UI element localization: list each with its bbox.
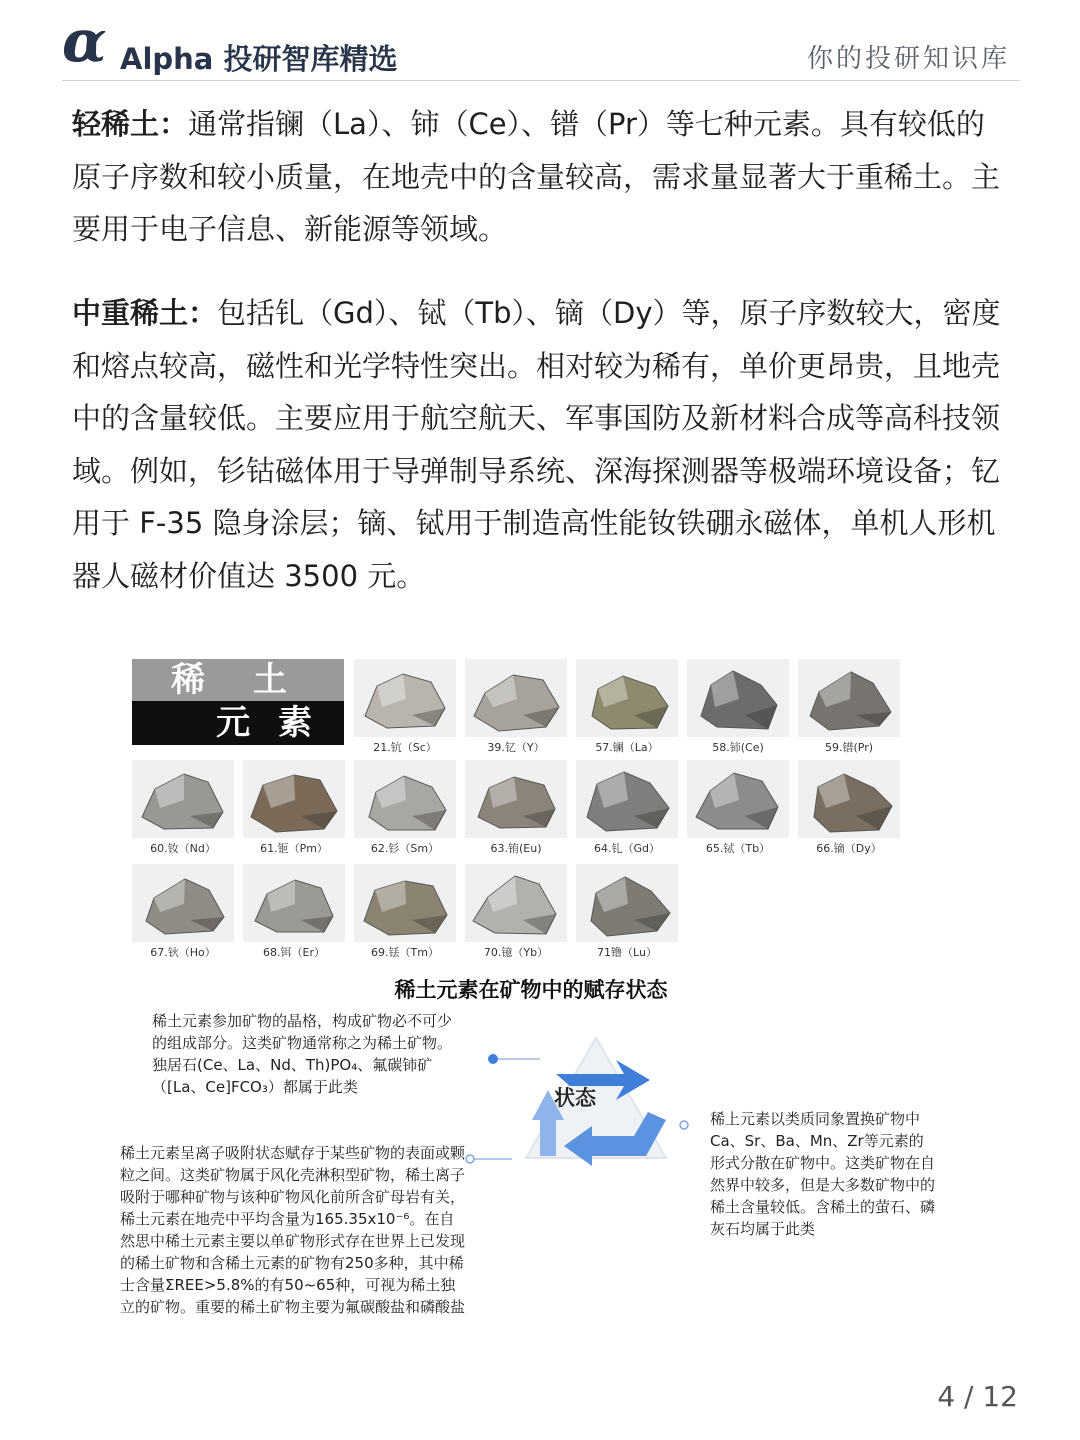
alpha-logo-icon: α: [62, 7, 107, 75]
element-sample-tile: [798, 659, 900, 759]
figure-subtitle: 稀土元素在矿物中的赋存状态: [394, 978, 668, 1002]
element-sample-caption: 63.铕(Eu): [490, 842, 542, 855]
element-sample-caption: 61.钷（Pm）: [260, 842, 328, 855]
figure-banner: [132, 659, 344, 745]
light-rare-earth-paragraph: [72, 98, 1010, 256]
element-sample-photo: [132, 760, 234, 838]
cropped-source-line: [636, 1356, 936, 1360]
element-sample-caption: 59.镨(Pr): [824, 741, 874, 754]
element-sample-tile: [687, 760, 789, 860]
element-sample-tile: [465, 864, 567, 964]
element-sample-caption: 70.镱（Yb）: [483, 946, 549, 959]
element-sample-photo: [132, 864, 234, 942]
element-sample-caption: 21.钪（Sc）: [373, 741, 437, 754]
element-sample-caption: 67.钬（Ho）: [150, 946, 216, 959]
element-sample-tile: [354, 760, 456, 860]
element-sample-photo: [687, 659, 789, 737]
cycle-label: 状态: [554, 1086, 596, 1110]
banner-bottom-text: 元 素: [132, 701, 344, 745]
page-number: 4 / 12: [937, 1380, 1018, 1413]
element-sample-tile: [132, 864, 234, 964]
state-cycle-diagram: [496, 1016, 696, 1196]
element-sample-photo: [576, 659, 678, 737]
element-sample-tile: [465, 760, 567, 860]
heavy-rare-earth-term: 中重稀土：: [72, 296, 218, 330]
heavy-rare-earth-text: 包括钆（Gd）、铽（Tb）、镝（Dy）等，原子序数较大，密度和熔点较高，磁性和光学特性突出。相对较为稀有，单价更昂贵，且地壳中的含量较低。主要应用于航空航天、军事国防及新材料合成等高科技领域。例如，钐钴磁体用于导弹制导系统、深海探测器等极端环境设备；钇用于 F-35 隐身涂层；镝、铽用于制造高性能钕铁硼永磁体，单机人形机器人磁材价值达 3500 元。: [72, 296, 1001, 593]
element-sample-caption: 39.钇（Y）: [487, 741, 545, 754]
element-sample-photo: [354, 864, 456, 942]
light-rare-earth-text: 通常指镧（La）、铈（Ce）、镨（Pr）等七种元素。具有较低的原子序数和较小质量，在地壳中的含量较高，需求量显著大于重稀土。主要用于电子信息、新能源等领域。: [72, 107, 1001, 247]
element-sample-photo: [576, 864, 678, 942]
element-sample-caption: 69.铥（Tm）: [371, 946, 439, 959]
element-sample-tile: [576, 659, 678, 759]
heavy-rare-earth-paragraph: [72, 287, 1010, 603]
element-sample-caption: 68.铒（Er）: [263, 946, 325, 959]
element-sample-caption: 64.钆（Gd）: [594, 842, 660, 855]
element-sample-photo: [243, 760, 345, 838]
element-sample-photo: [243, 864, 345, 942]
element-sample-tile: [687, 659, 789, 759]
element-sample-caption: 65.铽（Tb）: [705, 842, 771, 855]
element-sample-tile: [132, 760, 234, 860]
element-sample-photo: [798, 760, 900, 838]
element-sample-tile: [243, 760, 345, 860]
isomorphism-state-note: 稀上元素以类质同象置换矿物中Ca、Sr、Ba、Mn、Zr等元素的形式分散在矿物中。这类矿物在自然界中较多，但是大多数矿物中的稀土含量较低。含稀土的萤石、磷灰石均属于此类: [710, 1110, 936, 1238]
element-sample-caption: 58.铈(Ce): [712, 741, 764, 754]
element-sample-photo: [354, 659, 456, 737]
element-sample-photo: [354, 760, 456, 838]
element-sample-tile: [576, 760, 678, 860]
banner-top-text: 稀 土: [132, 659, 344, 701]
element-sample-tile: [465, 659, 567, 759]
light-rare-earth-term: 轻稀土：: [72, 107, 189, 141]
element-sample-photo: [465, 864, 567, 942]
header-tagline: 你的投研知识库: [806, 44, 1010, 74]
adsorption-state-note: 稀土元素呈离子吸附状态赋存于某些矿物的表面或颗粒之间。这类矿物属于风化壳淋积型矿物，稀土离子吸附于哪种矿物与该种矿物风化前所含矿母岩有关，稀土元素在地壳中平均含量为165.35x10⁻⁶。在自然思中稀土元素主要以单矿物形式存在世界上已发现的稀土矿物和含稀土元素的矿物有250多种，其中稀士含量ΣREE>5.8%的有50~65种，可视为稀土独立的矿物。重要的稀土矿物主要为氟碳酸盐和磷酸盐: [120, 1144, 466, 1316]
element-sample-caption: 66.镝（Dy）: [816, 842, 882, 855]
element-sample-photo: [798, 659, 900, 737]
element-sample-caption: 62.钐（Sm）: [370, 842, 440, 855]
element-sample-tile: [243, 864, 345, 964]
lattice-state-note: 稀土元素参加矿物的晶格，构成矿物必不可少的组成部分。这类矿物通常称之为稀土矿物。独居石(Ce、La、Nd、Th)PO₄、氟碳铈矿（[La、Ce]FCO₃）都属于此类: [152, 1012, 453, 1096]
connector-dot-left: [466, 1155, 474, 1163]
element-sample-tile: [354, 864, 456, 964]
element-sample-tile: [576, 864, 678, 964]
element-sample-caption: 57.镧（La）: [595, 741, 659, 754]
element-sample-caption: 71镥（Lu）: [597, 946, 657, 959]
brand-title: Alpha 投研智库精选: [120, 42, 398, 76]
rare-earth-figure: [118, 656, 944, 1362]
element-sample-photo: [465, 659, 567, 737]
element-sample-photo: [687, 760, 789, 838]
page-header: [62, 7, 1020, 81]
element-sample-tile: [354, 659, 456, 759]
element-sample-photo: [465, 760, 567, 838]
element-sample-tile: [798, 760, 900, 860]
element-sample-photo: [576, 760, 678, 838]
element-sample-caption: 60.钕（Nd）: [150, 842, 216, 855]
